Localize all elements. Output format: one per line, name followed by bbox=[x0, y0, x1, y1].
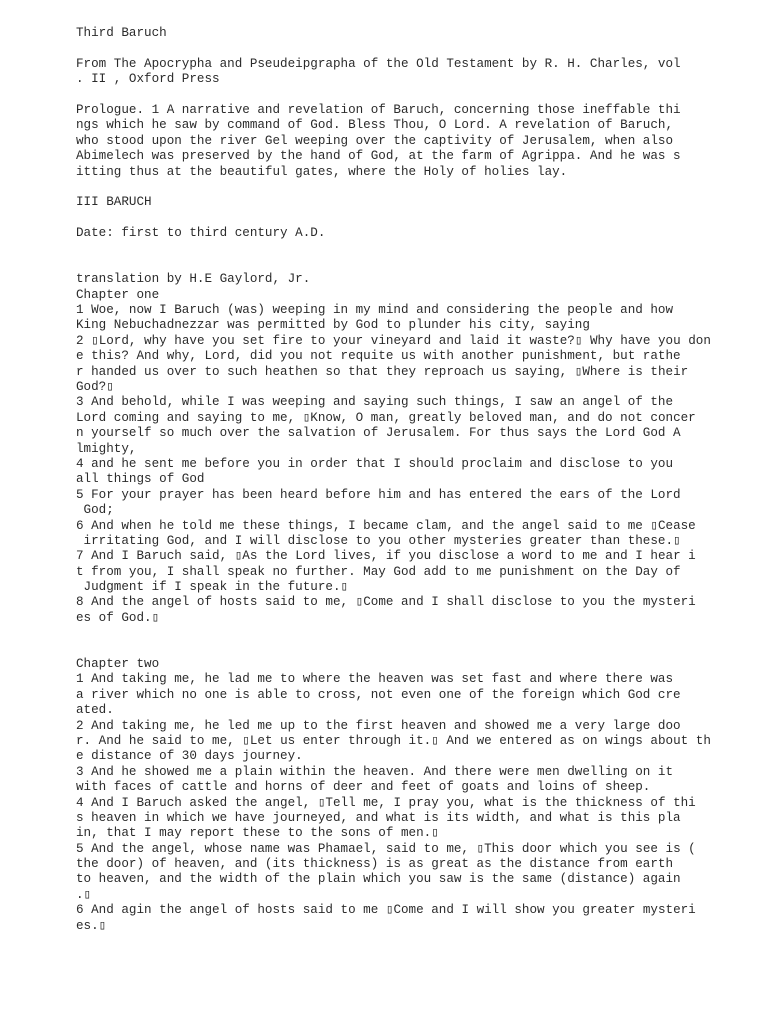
text-line: 2 And taking me, he led me up to the first heaven and showed me a very large doo bbox=[76, 718, 681, 733]
chapter-one bbox=[76, 288, 716, 627]
text-line: 4 And I Baruch asked the angel, ▯Tell me, I pray you, what is the thickness of thi bbox=[76, 795, 696, 810]
text-line: the door) of heaven, and (its thickness) is as great as the distance from earth bbox=[76, 857, 674, 872]
text-line: 3 And he showed me a plain within the heaven. And there were men dwelling on it bbox=[76, 764, 674, 779]
text-line: God?▯ bbox=[76, 379, 114, 394]
section-heading: III BARUCH bbox=[76, 195, 152, 210]
text-line: e this? And why, Lord, did you not requite us with another punishment, but rathe bbox=[76, 349, 681, 364]
blank-line bbox=[76, 88, 716, 103]
prologue bbox=[76, 103, 716, 180]
blank-line bbox=[76, 642, 716, 657]
blank-line bbox=[76, 241, 716, 256]
text-line: n yourself so much over the salvation of Jerusalem. For thus says the Lord God A bbox=[76, 426, 681, 441]
text-line: who stood upon the river Gel weeping over the captivity of Jerusalem, when also bbox=[76, 133, 674, 148]
text-line: 6 And when he told me these things, I became clam, and the angel said to me ▯Cease bbox=[76, 518, 696, 533]
text-line: all things of God bbox=[76, 472, 205, 487]
blank-line bbox=[76, 257, 716, 272]
blank-line bbox=[76, 211, 716, 226]
text-line: lmighty, bbox=[76, 441, 137, 456]
text-line: es.▯ bbox=[76, 918, 107, 933]
text-line: Abimelech was preserved by the hand of God, at the farm of Agrippa. And he was s bbox=[76, 149, 681, 164]
blank-line bbox=[76, 180, 716, 195]
text-line: 5 And the angel, whose name was Phamael, said to me, ▯This door which you see is ( bbox=[76, 841, 696, 856]
chapter-two bbox=[76, 657, 716, 934]
text-line: . II , Oxford Press bbox=[76, 72, 220, 87]
text-line: God; bbox=[76, 503, 114, 518]
text-line: From The Apocrypha and Pseudeipgrapha of the Old Testament by R. H. Charles, vol bbox=[76, 56, 681, 71]
text-line: ngs which he saw by command of God. Bless Thou, O Lord. A revelation of Baruch, bbox=[76, 118, 674, 133]
text-line: with faces of cattle and horns of deer and feet of goats and loins of sheep. bbox=[76, 780, 651, 795]
translation-credit: translation by H.E Gaylord, Jr. bbox=[76, 272, 311, 287]
document-title: Third Baruch bbox=[76, 26, 167, 40]
text-line: Judgment if I speak in the future.▯ bbox=[76, 580, 349, 595]
text-line: r handed us over to such heathen so that they reproach us saying, ▯Where is their bbox=[76, 364, 689, 379]
text-line: irritating God, and I will disclose to you other mysteries greater than these.▯ bbox=[76, 533, 681, 548]
text-line: es of God.▯ bbox=[76, 610, 160, 625]
date-line: Date: first to third century A.D. bbox=[76, 226, 326, 241]
text-line: a river which no one is able to cross, not even one of the foreign which God cre bbox=[76, 687, 681, 702]
text-line: 1 Woe, now I Baruch (was) weeping in my mind and considering the people and how bbox=[76, 303, 674, 318]
text-line: ated. bbox=[76, 703, 114, 718]
text-line: s heaven in which we have journeyed, and what is its width, and what is this pla bbox=[76, 810, 681, 825]
text-line: 2 ▯Lord, why have you set fire to your vineyard and laid it waste?▯ Why have you don bbox=[76, 333, 711, 348]
text-line: .▯ bbox=[76, 887, 92, 902]
text-line: itting thus at the beautiful gates, where the Holy of holies lay. bbox=[76, 164, 568, 179]
document-page bbox=[76, 26, 716, 934]
text-line: 4 and he sent me before you in order that I should proclaim and disclose to you bbox=[76, 456, 674, 471]
text-line: Prologue. 1 A narrative and revelation of Baruch, concerning those ineffable thi bbox=[76, 102, 681, 117]
text-line: King Nebuchadnezzar was permitted by God to plunder his city, saying bbox=[76, 318, 590, 333]
chapter-title: Chapter one bbox=[76, 287, 160, 302]
text-line: 3 And behold, while I was weeping and saying such things, I saw an angel of the bbox=[76, 395, 674, 410]
text-line: 8 And the angel of hosts said to me, ▯Come and I shall disclose to you the mysteri bbox=[76, 595, 696, 610]
text-line: r. And he said to me, ▯Let us enter through it.▯ And we entered as on wings about th bbox=[76, 733, 711, 748]
text-line: t from you, I shall speak no further. May God add to me punishment on the Day of bbox=[76, 564, 681, 579]
text-line: 6 And agin the angel of hosts said to me ▯Come and I will show you greater mysteri bbox=[76, 903, 696, 918]
source-citation bbox=[76, 57, 716, 88]
text-line: 5 For your prayer has been heard before him and has entered the ears of the Lord bbox=[76, 487, 681, 502]
blank-line bbox=[76, 626, 716, 641]
text-line: in, that I may report these to the sons of men.▯ bbox=[76, 826, 439, 841]
blank-line bbox=[76, 41, 716, 56]
text-line: to heaven, and the width of the plain which you saw is the same (distance) again bbox=[76, 872, 681, 887]
text-line: Lord coming and saying to me, ▯Know, O man, greatly beloved man, and do not concer bbox=[76, 410, 696, 425]
text-line: 7 And I Baruch said, ▯As the Lord lives, if you disclose a word to me and I hear i bbox=[76, 549, 696, 564]
text-line: e distance of 30 days journey. bbox=[76, 749, 303, 764]
text-line: 1 And taking me, he lad me to where the heaven was set fast and where there was bbox=[76, 672, 674, 687]
chapter-title: Chapter two bbox=[76, 657, 160, 672]
